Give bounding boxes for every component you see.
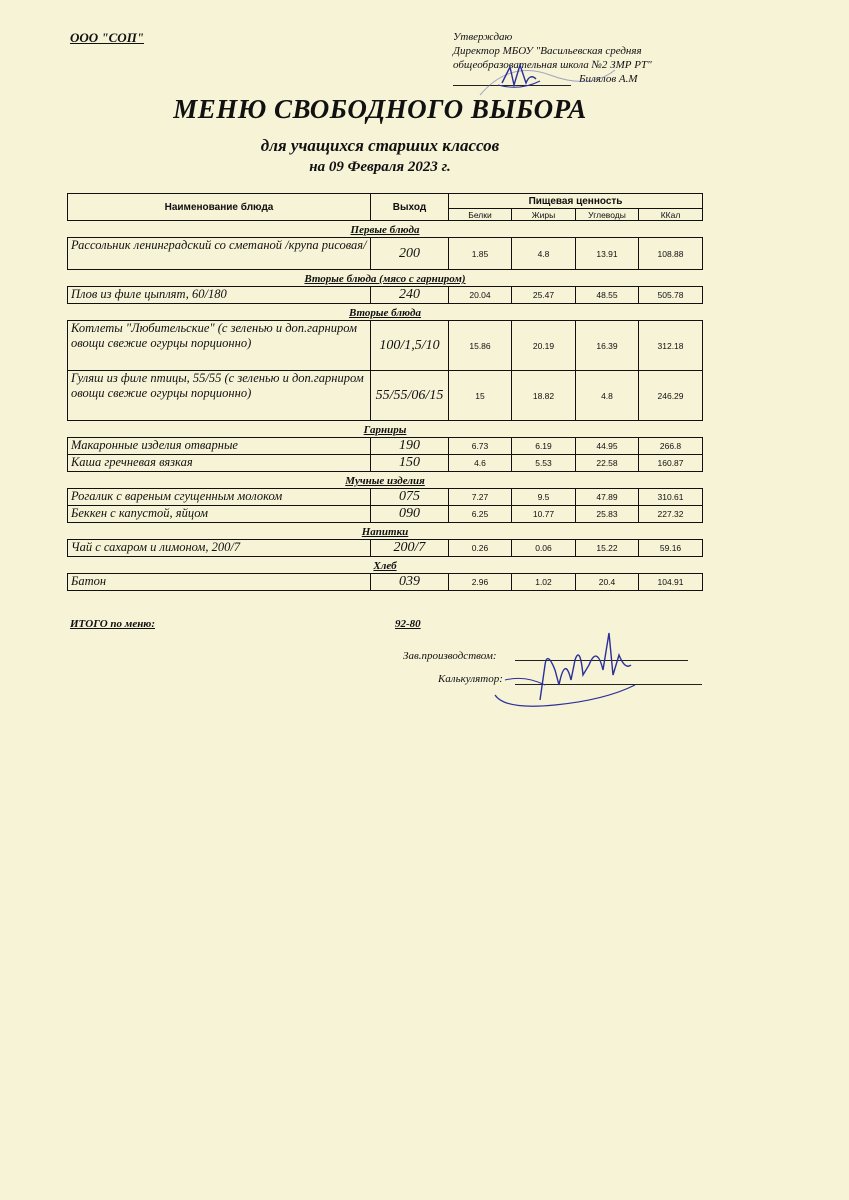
section-title: Гарниры <box>68 421 703 438</box>
kcal-value: 104.91 <box>639 574 703 591</box>
proteins-value: 6.25 <box>449 506 512 523</box>
proteins-value: 7.27 <box>449 489 512 506</box>
section-title: Мучные изделия <box>68 472 703 489</box>
carbs-value: 25.83 <box>576 506 639 523</box>
table-row <box>68 321 703 371</box>
fats-value: 18.82 <box>512 371 576 421</box>
header-dish: Наименование блюда <box>68 194 371 221</box>
kcal-value: 312.18 <box>639 321 703 371</box>
dish-yield: 190 <box>371 438 449 455</box>
header-kcal: ККал <box>639 209 703 221</box>
kcal-value: 227.32 <box>639 506 703 523</box>
carbs-value: 15.22 <box>576 540 639 557</box>
fats-value: 5.53 <box>512 455 576 472</box>
proteins-value: 6.73 <box>449 438 512 455</box>
table-row <box>68 489 703 506</box>
dish-name: Чай с сахаром и лимоном, 200/7 <box>68 540 371 557</box>
dish-name: Котлеты "Любительские" (с зеленью и доп.гарниром овощи свежие огурцы порционно) <box>68 321 371 371</box>
proteins-value: 1.85 <box>449 238 512 270</box>
header-fats: Жиры <box>512 209 576 221</box>
dish-name: Батон <box>68 574 371 591</box>
section-title: Хлеб <box>68 557 703 574</box>
total-label: ИТОГО по меню: <box>70 618 155 630</box>
table-row <box>68 455 703 472</box>
fats-value: 6.19 <box>512 438 576 455</box>
total-value: 92-80 <box>395 618 421 630</box>
kcal-value: 59.16 <box>639 540 703 557</box>
approval-line-2: общеобразовательная школа №2 ЗМР РТ" <box>453 59 652 71</box>
proteins-value: 15.86 <box>449 321 512 371</box>
carbs-value: 20.4 <box>576 574 639 591</box>
carbs-value: 47.89 <box>576 489 639 506</box>
fats-value: 10.77 <box>512 506 576 523</box>
fats-value: 0.06 <box>512 540 576 557</box>
fats-value: 4.8 <box>512 238 576 270</box>
dish-name: Плов из филе цыплят, 60/180 <box>68 287 371 304</box>
table-row <box>68 540 703 557</box>
carbs-value: 48.55 <box>576 287 639 304</box>
fats-value: 1.02 <box>512 574 576 591</box>
menu-title: МЕНЮ СВОБОДНОГО ВЫБОРА <box>173 94 587 124</box>
dish-yield: 55/55/06/15 <box>371 371 449 421</box>
header-yield: Выход <box>371 194 449 221</box>
dish-yield: 200 <box>371 238 449 270</box>
production-head-label: Зав.производством: <box>403 650 497 662</box>
fats-value: 20.19 <box>512 321 576 371</box>
calculator-signature <box>485 625 655 715</box>
kcal-value: 108.88 <box>639 238 703 270</box>
director-name: Билялов А.М <box>579 73 638 85</box>
dish-name: Рогалик с вареным сгущенным молоком <box>68 489 371 506</box>
kcal-value: 266.8 <box>639 438 703 455</box>
proteins-value: 15 <box>449 371 512 421</box>
table-row <box>68 238 703 270</box>
dish-yield: 200/7 <box>371 540 449 557</box>
company-name: ООО "СОП" <box>70 30 145 45</box>
carbs-value: 44.95 <box>576 438 639 455</box>
dish-yield: 100/1,5/10 <box>371 321 449 371</box>
table-row <box>68 506 703 523</box>
carbs-value: 4.8 <box>576 371 639 421</box>
proteins-value: 0.26 <box>449 540 512 557</box>
fats-value: 9.5 <box>512 489 576 506</box>
proteins-value: 20.04 <box>449 287 512 304</box>
menu-table <box>67 193 703 591</box>
dish-yield: 150 <box>371 455 449 472</box>
menu-subtitle: для учащихся старших классов <box>260 136 500 155</box>
dish-name: Макаронные изделия отварные <box>68 438 371 455</box>
kcal-value: 160.87 <box>639 455 703 472</box>
dish-yield: 090 <box>371 506 449 523</box>
approval-label: Утверждаю <box>453 31 513 43</box>
calculator-label: Калькулятор: <box>438 673 503 685</box>
kcal-value: 310.61 <box>639 489 703 506</box>
dish-name: Гуляш из филе птицы, 55/55 (с зеленью и доп.гарниром овощи свежие огурцы порционно) <box>68 371 371 421</box>
section-title: Напитки <box>68 523 703 540</box>
table-row <box>68 371 703 421</box>
proteins-value: 2.96 <box>449 574 512 591</box>
header-proteins: Белки <box>449 209 512 221</box>
table-row <box>68 287 703 304</box>
section-title: Первые блюда <box>68 221 703 238</box>
proteins-value: 4.6 <box>449 455 512 472</box>
section-title: Вторые блюда <box>68 304 703 321</box>
kcal-value: 505.78 <box>639 287 703 304</box>
header-nutrition: Пищевая ценность <box>449 194 703 209</box>
fats-value: 25.47 <box>512 287 576 304</box>
menu-date: на 09 Февраля 2023 г. <box>309 159 451 175</box>
carbs-value: 22.58 <box>576 455 639 472</box>
kcal-value: 246.29 <box>639 371 703 421</box>
dish-yield: 039 <box>371 574 449 591</box>
carbs-value: 16.39 <box>576 321 639 371</box>
header-carbs: Углеводы <box>576 209 639 221</box>
table-row <box>68 438 703 455</box>
table-row <box>68 574 703 591</box>
section-title: Вторые блюда (мясо с гарниром) <box>68 270 703 287</box>
dish-yield: 240 <box>371 287 449 304</box>
carbs-value: 13.91 <box>576 238 639 270</box>
dish-yield: 075 <box>371 489 449 506</box>
approval-line-1: Директор МБОУ "Васильевская средняя <box>453 45 642 57</box>
dish-name: Рассольник ленинградский со сметаной /крупа рисовая/ <box>68 238 371 270</box>
dish-name: Беккен с капустой, яйцом <box>68 506 371 523</box>
dish-name: Каша гречневая вязкая <box>68 455 371 472</box>
